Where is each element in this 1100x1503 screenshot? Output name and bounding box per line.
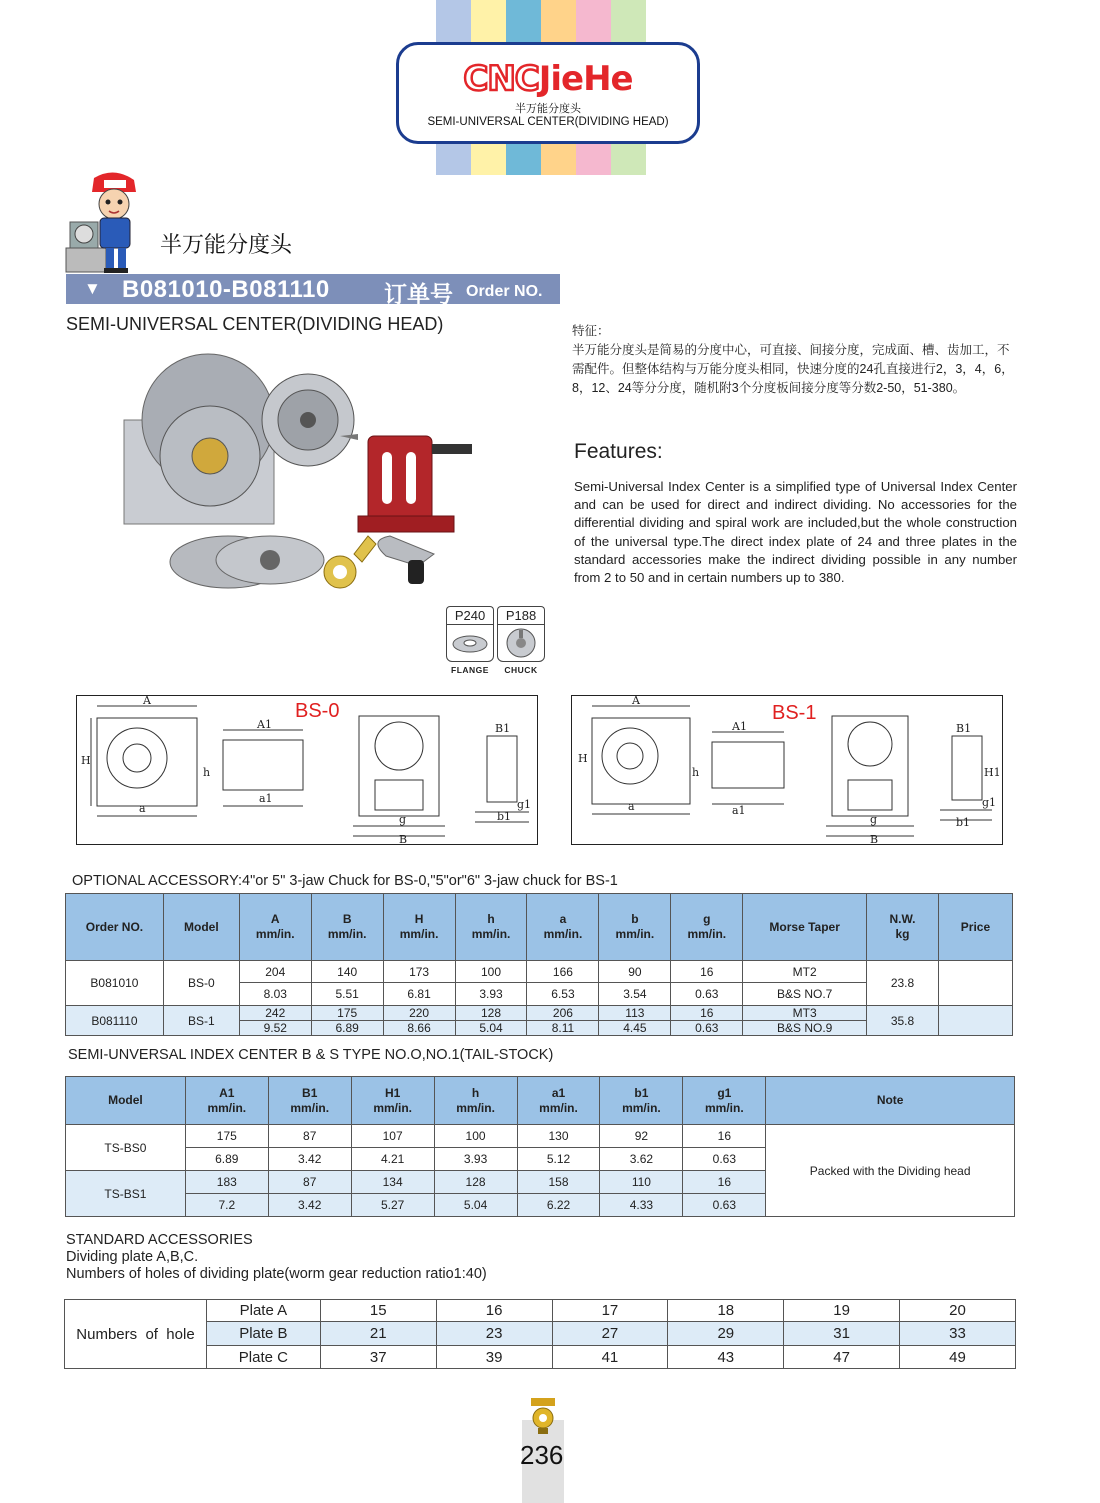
cell: 130 [517,1125,600,1148]
cell: 5.51 [311,983,383,1006]
cell: 3.62 [600,1148,683,1171]
col-g: g mm/in. [671,894,743,961]
dim-label-H1: H1 [984,766,1001,779]
cell: 5.04 [434,1194,517,1217]
cell: 4.45 [599,1021,671,1036]
dim-label-g1: g1 [517,798,532,811]
cell: 92 [600,1125,683,1148]
cell: 8.11 [527,1021,599,1036]
cell-plate: Plate C [206,1346,320,1369]
triangle-down-icon: ▼ [84,279,101,298]
cell: 3.93 [434,1148,517,1171]
cell: 175 [185,1125,268,1148]
dim-label-g: g [399,813,407,826]
cell: 20 [900,1300,1016,1322]
drawing-title: BS-0 [295,700,340,722]
table-row [66,1125,1015,1148]
cell: 4.33 [600,1194,683,1217]
col-note: Note [766,1077,1015,1125]
cell: 100 [434,1125,517,1148]
cell: B&S NO.7 [743,983,867,1006]
cell: 6.89 [311,1021,383,1036]
dim-label-h: h [203,766,211,779]
table2-title: SEMI-UNVERSAL INDEX CENTER B & S TYPE NO.O,NO.1(TAIL-STOCK) [68,1047,554,1063]
cell: MT3 [743,1006,867,1021]
cell: 3.42 [268,1194,351,1217]
cell: 49 [900,1346,1016,1369]
col-B1: B1 mm/in. [268,1077,351,1125]
col-h: h mm/in. [455,894,527,961]
col-order: Order NO. [66,894,164,961]
accessory-label: P188 [497,606,545,624]
table-row [65,1300,1016,1322]
cell-model: BS-1 [163,1006,239,1036]
cell: 0.63 [683,1194,766,1217]
cell: 3.54 [599,983,671,1006]
cell: 6.81 [383,983,455,1006]
cell: MT2 [743,961,867,983]
cell: 15 [320,1300,436,1322]
cell: 3.42 [268,1148,351,1171]
accessory-label: P240 [446,606,494,624]
drawing-bs1 [571,695,1003,845]
dim-label-H: H [81,754,91,767]
product-photo [118,340,543,602]
cell: 27 [552,1322,668,1346]
cell: 5.04 [455,1021,527,1036]
cell: 5.27 [351,1194,434,1217]
cell-model: TS-BS1 [66,1171,186,1217]
flange-icon [446,624,494,662]
cell: 3.93 [455,983,527,1006]
cell: 166 [527,961,599,983]
features-zh [572,322,1017,398]
cell: 242 [239,1006,311,1021]
brand-logo [399,59,697,99]
col-model: Model [163,894,239,961]
cell: 100 [455,961,527,983]
dim-label-b1: b1 [956,816,971,829]
table-row [66,961,1013,983]
dim-label-h: h [692,766,700,779]
cell: 39 [436,1346,552,1369]
cell: 47 [784,1346,900,1369]
cell: 107 [351,1125,434,1148]
cell: 113 [599,1006,671,1021]
cell: 134 [351,1171,434,1194]
order-label-en: Order NO. [466,283,543,300]
cell: 110 [600,1171,683,1194]
gear-icon [528,1396,558,1436]
header-subtitle-en: SEMI-UNIVERSAL CENTER(DIVIDING HEAD) [427,116,669,128]
accessory-caption: FLANGE [451,665,489,675]
col-a1: a1 mm/in. [517,1077,600,1125]
cell: 8.66 [383,1021,455,1036]
cell-price [938,961,1012,1006]
cell: 17 [552,1300,668,1322]
cell: 0.63 [683,1148,766,1171]
cell-order: B081110 [66,1006,164,1036]
col-b: b mm/in. [599,894,671,961]
features-zh-label: 特征： [572,324,610,338]
brand-cnc: CNC [463,59,539,99]
cell: 140 [311,961,383,983]
cell-plate: Plate A [206,1300,320,1322]
cell-model: TS-BS0 [66,1125,186,1171]
cell: 41 [552,1346,668,1369]
standard-title: STANDARD ACCESSORIES [66,1232,253,1248]
cell: 8.03 [239,983,311,1006]
cell: 0.63 [671,1021,743,1036]
cell: 87 [268,1171,351,1194]
features-zh-text: 半万能分度头是简易的分度中心，可直接、间接分度，完成面、槽、齿加工，不需配件。但整体结构与万能分度头相同，快速分度的24孔直接进行2，3，4，6，8，12、24等分分度，随机附3个分度板间接分度等分数2-50，51-380。 [572,343,1014,395]
cell: 21 [320,1322,436,1346]
col-B: B mm/in. [311,894,383,961]
cell: 43 [668,1346,784,1369]
cell: 16 [436,1300,552,1322]
cell: 18 [668,1300,784,1322]
brand-logo-box [396,42,700,144]
dim-label-g: g [870,813,878,826]
table-row [65,1346,1016,1369]
cell-price [938,1006,1012,1036]
cell: 128 [434,1171,517,1194]
dim-label-B1: B1 [495,722,511,735]
cell: 220 [383,1006,455,1021]
cell: 183 [185,1171,268,1194]
dim-label-B: B [399,833,408,844]
dim-label-g1: g1 [982,796,997,809]
accessory-chuck [497,606,545,678]
cell: 173 [383,961,455,983]
chuck-icon [497,624,545,662]
cell: 31 [784,1322,900,1346]
order-codes: B081010-B081110 [122,276,330,303]
page-number: 236 [520,1440,564,1470]
cell: 158 [517,1171,600,1194]
cell: 33 [900,1322,1016,1346]
col-h: h mm/in. [434,1077,517,1125]
cell: 90 [599,961,671,983]
accessory-caption: CHUCK [504,665,538,675]
dim-label-A1: A1 [732,720,747,733]
mascot-icon [64,170,144,275]
col-H: H mm/in. [383,894,455,961]
cell: 23 [436,1322,552,1346]
table-header-row [66,894,1013,961]
dim-label-A1: A1 [257,718,272,731]
cell: 29 [668,1322,784,1346]
drawing-bs0 [76,695,538,845]
cell: 16 [683,1171,766,1194]
col-A: A mm/in. [239,894,311,961]
col-H1: H1 mm/in. [351,1077,434,1125]
col-b1: b1 mm/in. [600,1077,683,1125]
cell: 5.12 [517,1148,600,1171]
dim-label-b1: b1 [497,810,512,823]
cell: 37 [320,1346,436,1369]
col-morse: Morse Taper [743,894,867,961]
col-a: a mm/in. [527,894,599,961]
cell-nw: 23.8 [867,961,939,1006]
dim-label-a: a [628,800,635,813]
dim-label-a1: a1 [732,804,746,817]
col-g1: g1 mm/in. [683,1077,766,1125]
dim-label-a1: a1 [259,792,273,805]
dim-label-A: A [632,696,640,707]
accessory-flange [446,606,494,678]
cell: 6.89 [185,1148,268,1171]
cell: 4.21 [351,1148,434,1171]
cell: 204 [239,961,311,983]
col-nw: N.W. kg [867,894,939,961]
cell-plate: Plate B [206,1322,320,1346]
cell: 128 [455,1006,527,1021]
features-title: Features: [574,440,663,463]
cell: 16 [683,1125,766,1148]
standard-line2: Numbers of holes of dividing plate(worm gear reduction ratio1:40) [66,1266,487,1282]
features-text: Semi-Universal Index Center is a simplified type of Universal Index Center and can be used for direct and indirect dividing. No accessories for the differential dividing and spiral work are included,but the whole construction of the universal type.The direct index plate of 24 and three plates in the standard accessories make the indirect dividing possible in any number from 2 to 50 and in certain numbers up to 380. [574,479,1017,586]
cell: 7.2 [185,1194,268,1217]
cell-model: BS-0 [163,961,239,1006]
cell: 87 [268,1125,351,1148]
cell-note: Packed with the Dividing head [766,1125,1015,1217]
order-label-zh: 订单号 [384,281,453,307]
cell: 19 [784,1300,900,1322]
drawing-title: BS-1 [772,702,817,724]
tailstock-table [65,1076,1015,1217]
cell: B&S NO.9 [743,1021,867,1036]
table-row [65,1322,1016,1346]
order-number-bar [66,274,560,307]
cell-row-label: Numbers of hole [65,1300,207,1369]
cell-order: B081010 [66,961,164,1006]
dim-label-A: A [143,696,151,707]
cell: 6.22 [517,1194,600,1217]
cell-nw: 35.8 [867,1006,939,1036]
dim-label-B: B [870,833,879,844]
cell: 16 [671,1006,743,1021]
col-model: Model [66,1077,186,1125]
product-title-zh: 半万能分度头 [160,232,293,257]
product-subtitle: SEMI-UNIVERSAL CENTER(DIVIDING HEAD) [66,314,444,334]
dividing-plate-table [64,1299,1016,1369]
dividing-head-table [65,893,1013,1036]
cell: 6.53 [527,983,599,1006]
standard-line1: Dividing plate A,B,C. [66,1249,199,1265]
brand-name: JieHe [538,59,633,99]
header-subtitle-zh: 半万能分度头 [515,103,581,115]
cell: 9.52 [239,1021,311,1036]
dim-label-B1: B1 [956,722,972,735]
table-header-row [66,1077,1015,1125]
dim-label-H: H [578,752,588,765]
dim-label-a: a [139,802,146,815]
table-row [66,1006,1013,1021]
cell: 0.63 [671,983,743,1006]
cell: 16 [671,961,743,983]
cell: 175 [311,1006,383,1021]
col-price: Price [938,894,1012,961]
col-A1: A1 mm/in. [185,1077,268,1125]
cell: 206 [527,1006,599,1021]
table1-title: OPTIONAL ACCESSORY:4"or 5" 3-jaw Chuck for BS-0,"5"or"6" 3-jaw chuck for BS-1 [72,873,618,889]
